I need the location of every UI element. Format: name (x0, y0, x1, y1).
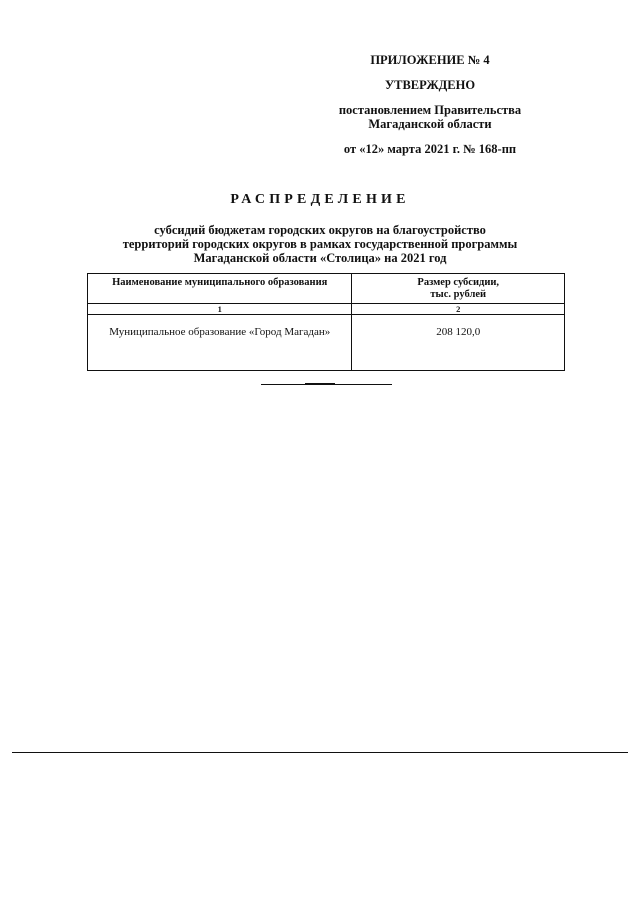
table-header-row (88, 274, 565, 304)
column-number-row (88, 304, 565, 315)
end-of-table-line-accent (305, 383, 335, 384)
row-subsidy-amount: 208 120,0 (352, 315, 565, 371)
document-title: РАСПРЕДЕЛЕНИЕ (230, 192, 410, 207)
header-subsidy-line-1: Размер субсидии, (417, 277, 500, 288)
row-municipality-name: Муниципальное образование «Город Магадан» (88, 315, 352, 371)
distribution-table (87, 273, 565, 371)
subtitle-line-2: территорий городских округов в рамках государственной программы (122, 237, 518, 251)
resolution-line-1: постановлением Правительства (338, 103, 522, 117)
approval-block (320, 53, 540, 156)
document-subtitle (0, 223, 640, 265)
approved-label: УТВЕРЖДЕНО (384, 78, 476, 92)
header-subsidy-line-2: тыс. рублей (430, 289, 487, 300)
end-of-table-line (261, 384, 392, 385)
resolution-date-number: от «12» марта 2021 г. № 168-пп (343, 142, 517, 156)
document-heading (0, 192, 640, 265)
page-bottom-rule (12, 752, 628, 753)
subtitle-line-3: Магаданской области «Столица» на 2021 год (193, 251, 447, 265)
header-subsidy-amount (352, 274, 565, 304)
column-number-1: 1 (88, 304, 352, 315)
column-number-2: 2 (352, 304, 565, 315)
header-municipality: Наименование муниципального образования (88, 274, 352, 304)
appendix-number: ПРИЛОЖЕНИЕ № 4 (370, 53, 490, 67)
resolution-line-2: Магаданской области (368, 117, 492, 131)
subtitle-line-1: субсидий бюджетам городских округов на благоустройство (154, 223, 486, 237)
table-row (88, 315, 565, 371)
